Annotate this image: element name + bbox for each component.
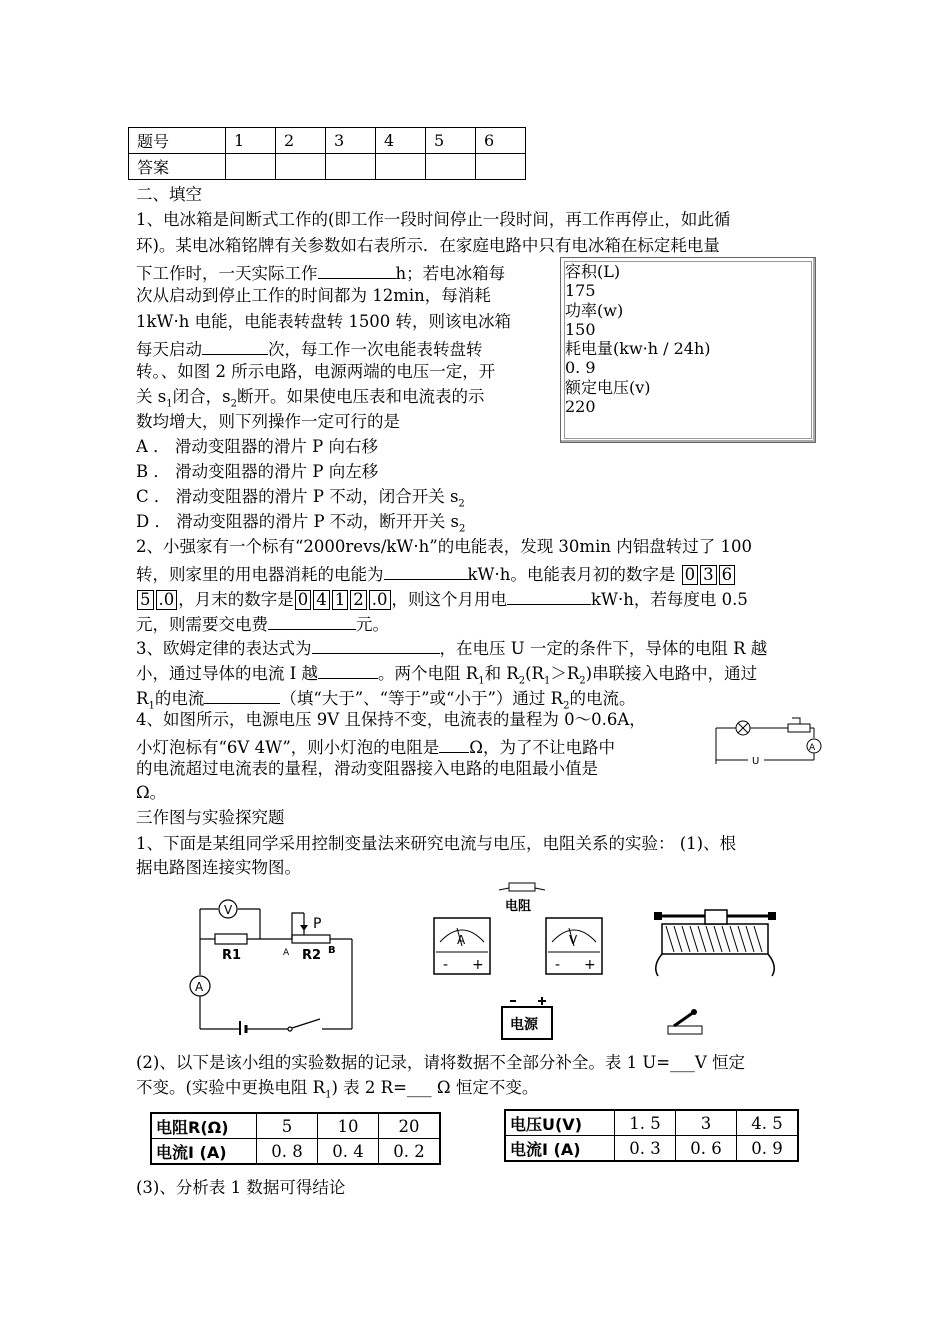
table-cell: 5 [257,1113,318,1139]
spec-line: 耗电量(kw·h / 24h) [565,339,711,359]
spec-table [560,257,816,443]
meter-digit: 5 [137,590,154,610]
q1-line: 数均增大，则下列操作一定可行的是 [136,412,400,431]
pa-label: A [283,948,290,958]
q1-line [136,337,483,360]
text: 小灯泡标有“6V 4W”，则小灯泡的电阻是 [136,738,440,757]
meter-digit: 6 [719,565,736,585]
data-table-1 [150,1112,441,1165]
text: 每天启动 [136,340,202,359]
plus-terminal: + [472,957,484,973]
q1-line: 1、电冰箱是间断式工作的(即工作一段时间停止一段时间，再工作再停止，如此循 [136,210,731,229]
q4-line: 的电流超过电流表的量程，滑动变阻器接入电路的电阻最小值是 [136,759,598,778]
q1-line [136,387,484,414]
table-cell: 4 [376,128,426,154]
answer-cell[interactable] [476,154,526,180]
resistor-body-icon [509,883,535,891]
data-table-2 [504,1109,799,1162]
r1-label: R1 [222,948,242,963]
ammeter-label: A [809,743,816,753]
table-cell: 2 [276,128,326,154]
subscript: 2 [579,675,586,687]
table-header: 电流I (A) [505,1136,615,1162]
q4-line [136,735,615,758]
text: D ． 滑动变阻器的滑片 P 不动，断开开关 s [136,512,460,531]
q2-line: 2、小强家有一个标有“2000revs/kW·h”的电能表，发现 30min 内铝盘转过了 100 [136,537,752,556]
resistor-part[interactable] [495,876,555,914]
subscript: 2 [230,398,237,410]
table-cell: 0. 6 [676,1136,737,1162]
meter-digit: 4 [313,590,330,610]
table-header: 电流I (A) [151,1139,257,1165]
exp-line: 据电路图连接实物图。 [136,858,301,877]
blank[interactable] [507,587,591,605]
a-label: A [195,980,204,994]
blank[interactable] [384,562,468,580]
q1-line: 1kW·h 电能，电能表转盘转 1500 转，则该电冰箱 [136,312,512,331]
text: )串联接入电路中，通过 [585,664,758,683]
minus-terminal: - [443,957,449,973]
blank[interactable] [318,661,378,679]
text: 断开。如果使电压表和电流表的示 [236,387,485,406]
table-cell: 1 [226,128,276,154]
subscript: 1 [478,675,485,687]
q2-line [136,587,748,610]
answer-cell[interactable] [376,154,426,180]
exp-line: (3)、分析表 1 数据可得结论 [136,1178,346,1197]
answer-cell[interactable] [426,154,476,180]
text: R [136,689,149,708]
table-cell: 0. 4 [318,1139,379,1165]
spec-line: 功率(w) [565,300,624,320]
exp-line: 1、下面是某组同学采用控制变量法来研究电流与电压，电阻关系的实验： (1)、根 [136,834,737,853]
table-cell: 5 [426,128,476,154]
text: kW·h。电能表月初的数字是 [467,565,676,584]
switch-icon [288,1027,292,1031]
q1-line: 次从启动到停止工作的时间都为 12min，每消耗 [136,286,491,305]
voltage-label: U [752,756,760,767]
table-row [505,1136,798,1162]
blank[interactable] [204,686,280,704]
table-cell: 20 [379,1113,441,1139]
text: kW·h，若每度电 0.5 [591,590,748,609]
power-label: 电源 [510,1017,538,1033]
spec-lines [565,262,711,416]
circuit-diagram [180,895,360,1035]
table-cell: 1. 5 [615,1110,676,1136]
ammeter-part[interactable] [432,916,492,976]
text: 下工作时，一天实际工作 [136,264,318,283]
rheostat-part[interactable] [650,906,780,978]
answer-table [128,127,526,180]
text: ，则这个月用电 [391,590,507,609]
answer-cell[interactable] [276,154,326,180]
q4-line: Ω。 [136,783,167,802]
pb-label: B [328,945,336,956]
table-row [129,128,526,154]
text: ，在电压 U 一定的条件下，导体的电阻 R 越 [439,639,768,658]
blank[interactable] [202,337,268,355]
text: Ω，为了不让电路中 [469,738,615,757]
meter-digit: 1 [332,590,349,610]
table-header: 电压U(V) [505,1110,615,1136]
subscript: 1 [166,398,173,410]
subscript: 2 [459,523,466,535]
text: ＞R [550,664,580,683]
table-row [129,154,526,180]
text: 元，则需要交电费 [136,615,268,634]
spec-line: 175 [565,281,596,301]
text: 小，通过导体的电流 I 越 [136,664,319,683]
voltmeter-symbol: V [569,933,578,947]
table-cell: 10 [318,1113,379,1139]
meter-digit: 2 [350,590,367,610]
meter-digit: 0 [295,590,312,610]
subscript: 2 [563,700,570,712]
q4-circuit-diagram [708,708,823,776]
section-title: 二、填空 [136,185,202,204]
table-row [505,1110,798,1136]
resistor-label: 电阻 [505,899,532,914]
subscript: 1 [543,675,551,687]
text: 转，则家里的用电器消耗的电能为 [136,565,384,584]
blank[interactable] [439,735,469,753]
text: ) 表 2 R=___ Ω 恒定不变。 [331,1078,539,1097]
exp-line: (2)、以下是该小组的实验数据的记录，请将数据不全部分补全。表 1 U=___V 恒定 [136,1053,746,1072]
meter-digit: 3 [700,565,717,585]
text: 元。 [356,615,389,634]
table-cell: 答案 [129,154,226,180]
text: (R [525,664,544,683]
subscript: 2 [458,498,465,510]
minus-terminal: - [555,957,561,973]
spec-line: 0. 9 [565,358,596,378]
meter-digit: .0 [369,590,391,610]
table-cell: 3 [326,128,376,154]
q3-line [136,636,767,659]
table-cell: 0. 9 [737,1136,799,1162]
option-d [136,512,465,539]
table-header: 电阻R(Ω) [151,1113,257,1139]
exp-line [136,1078,538,1105]
text: C ． 滑动变阻器的滑片 P 不动，闭合开关 s [136,487,459,506]
text: 次，每工作一次电能表转盘转 [268,340,483,359]
option-b: B ． 滑动变阻器的滑片 P 向左移 [136,462,379,481]
q1-line: 环)。某电冰箱铭牌有关参数如右表所示．在家庭电路中只有电冰箱在标定耗电量 [136,236,720,255]
subscript: 1 [148,700,155,712]
text: 和 R [484,664,519,683]
text: 3、欧姆定律的表达式为 [136,639,312,658]
text: 。两个电阻 R [378,664,479,683]
meter-digit: 0 [682,565,699,585]
blank[interactable] [312,636,440,654]
table-row [151,1139,440,1165]
text: 不变。(实验中更换电阻 R [136,1078,326,1097]
subscript: 2 [518,675,526,687]
spec-line: 容积(L) [565,262,621,281]
switch-base-icon [668,1026,702,1034]
table-row [151,1113,440,1139]
ammeter-symbol: A [457,933,466,947]
r2-label: R2 [302,948,322,963]
table-cell: 题号 [129,128,226,154]
table-cell: 0. 8 [257,1139,318,1165]
text: 的电流 [154,689,205,708]
spec-line: 220 [565,397,596,417]
q2-line [136,612,389,635]
voltmeter-part[interactable] [544,916,604,976]
table-cell: 3 [676,1110,737,1136]
rheostat-icon [788,724,810,732]
blank[interactable] [268,612,356,630]
option-a: A ． 滑动变阻器的滑片 P 向右移 [136,437,378,456]
table-cell: 0. 2 [379,1139,441,1165]
text: h；若电冰箱每 [395,264,506,283]
text: ，月末的数字是 [178,590,294,609]
plus-terminal: + [584,957,596,973]
table-cell: 0. 3 [615,1136,676,1162]
answer-cell[interactable] [326,154,376,180]
table-cell: 6 [476,128,526,154]
answer-cell[interactable] [226,154,276,180]
text: 闭合，s [172,387,231,406]
rheostat-r2-icon [292,935,330,943]
power-source-part[interactable] [500,993,556,1043]
option-c [136,487,465,514]
spec-line: 额定电压(v) [565,377,651,397]
subscript: 1 [325,1089,332,1101]
table-cell: 4. 5 [737,1110,799,1136]
text: 的电流。 [569,689,636,708]
section-title: 三作图与实验探究题 [136,808,285,827]
q1-line [136,261,505,284]
q1-line: 转。、如图 2 所示电路，电源两端的电压一定，开 [136,362,496,381]
text: 关 s [136,387,167,406]
p-label: P [313,916,322,932]
switch-part[interactable] [664,1004,708,1038]
blank[interactable] [318,261,396,279]
q2-line [136,562,736,585]
meter-digit: .0 [156,590,178,610]
spec-line: 150 [565,319,596,339]
q4-line: 4、如图所示，电源电压 9V 且保持不变，电流表的量程为 0～0.6A， [136,710,646,729]
text: （填“大于”、“等于”或“小于”）通过 R [280,689,564,708]
v-label: V [224,903,233,917]
resistor-r1-icon [215,934,247,944]
